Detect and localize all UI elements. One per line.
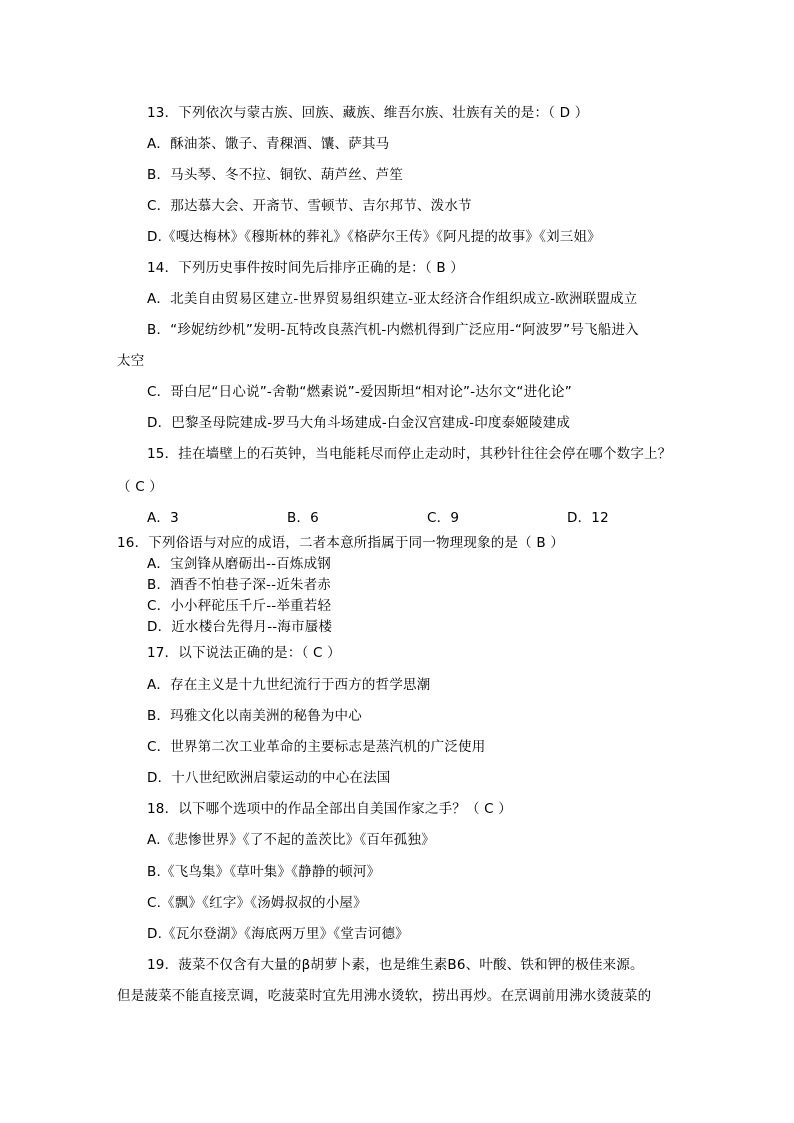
q15-option-a: A．3: [147, 510, 179, 526]
q18-stem: 18．以下哪个选项中的作品全部出自美国作家之手？（ C ）: [147, 801, 512, 817]
q18-option-a: A.《悲惨世界》《了不起的盖茨比》《百年孤独》: [147, 832, 435, 848]
q14-option-b-cont: 太空: [117, 353, 145, 369]
q18-option-b: B.《飞鸟集》《草叶集》《静静的顿河》: [147, 864, 381, 880]
q14-option-d: D．巴黎圣母院建成-罗马大角斗场建成-白金汉宫建成-印度泰姬陵建成: [147, 415, 571, 431]
q14-option-a: A．北美自由贸易区建立-世界贸易组织建立-亚太经济合作组织成立-欧洲联盟成立: [147, 291, 638, 307]
q18-option-d: D.《瓦尔登湖》《海底两万里》《堂吉诃德》: [147, 926, 409, 942]
q19-line-2: 但是菠菜不能直接烹调，吃菠菜时宜先用沸水烫软，捞出再炒。在烹调前用沸水烫菠菜的: [117, 988, 652, 1004]
q14-option-c: C．哥白尼“日心说”-舍勒“燃素说”-爱因斯坦“相对论”-达尔文“进化论”: [147, 384, 572, 400]
q16-option-c: C．小小秤砣压千斤--举重若轻: [147, 598, 332, 614]
q13-option-b: B．马头琴、冬不拉、铜钦、葫芦丝、芦笙: [147, 167, 404, 183]
q16-option-b: B．酒香不怕巷子深--近朱者赤: [147, 577, 332, 593]
q13-option-a: A．酥油茶、馓子、青稞酒、馕、萨其马: [147, 136, 390, 152]
q17-option-d: D．十八世纪欧洲启蒙运动的中心在法国: [147, 770, 391, 786]
q17-stem: 17．以下说法正确的是：（ C ）: [147, 645, 341, 661]
q16-stem: 16．下列俗语与对应的成语，二者本意所指属于同一物理现象的是（ B ）: [117, 535, 565, 551]
q17-option-c: C．世界第二次工业革命的主要标志是蒸汽机的广泛使用: [147, 739, 486, 755]
q15-option-c: C．9: [427, 510, 460, 526]
q14-stem: 14．下列历史事件按时间先后排序正确的是：（ B ）: [147, 260, 464, 276]
q17-option-a: A．存在主义是十九世纪流行于西方的哲学思潮: [147, 677, 431, 693]
q15-option-d: D．12: [567, 510, 609, 526]
q15-stem: 15．挂在墙壁上的石英钟，当电能耗尽而停止走动时，其秒针往往会停在哪个数字上？: [147, 446, 672, 462]
q13-option-d: D.《嘎达梅林》《穆斯林的葬礼》《格萨尔王传》《阿凡提的故事》《刘三姐》: [147, 229, 601, 245]
q17-option-b: B．玛雅文化以南美洲的秘鲁为中心: [147, 708, 362, 724]
q16-option-a: A．宝剑锋从磨砺出--百炼成钢: [147, 556, 331, 572]
q15-option-b: B．6: [287, 510, 319, 526]
q13-stem: 13．下列依次与蒙古族、回族、藏族、维吾尔族、壮族有关的是：（ D ）: [147, 105, 589, 121]
q14-option-b: B．“珍妮纺纱机”发明-瓦特改良蒸汽机-内燃机得到广泛应用-“阿波罗”号飞船进入: [147, 322, 639, 338]
q18-option-c: C.《飘》《红字》《汤姆叔叔的小屋》: [147, 895, 367, 911]
q13-option-c: C．那达慕大会、开斋节、雪顿节、吉尔邦节、泼水节: [147, 198, 472, 214]
q15-answer: （ C ）: [117, 479, 164, 495]
q19-line-1: 19．菠菜不仅含有大量的β胡萝卜素，也是维生素B6、叶酸、铁和钾的极佳来源。: [147, 957, 644, 973]
q16-option-d: D．近水楼台先得月--海市蜃楼: [147, 619, 333, 635]
